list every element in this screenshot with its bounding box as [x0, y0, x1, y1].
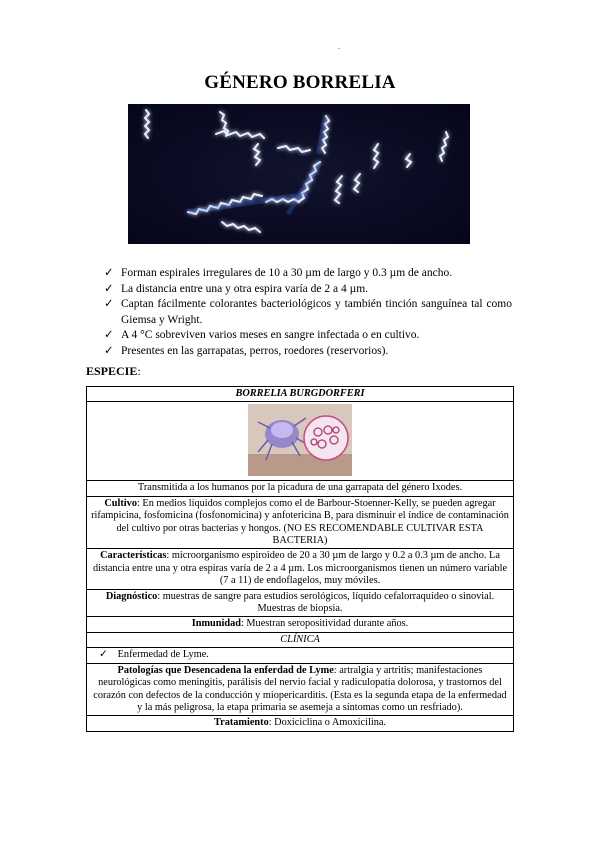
table-row: [87, 496, 514, 549]
clinica-header: CLÍNICA: [87, 632, 514, 647]
tick-bacteria-illustration: [248, 404, 352, 476]
cultivo-cell: Cultivo: En medios líquidos complejos como el de Barbour-Stoenner-Kelly, se pueden agregar rifampicina, fosfomicina (fosfonomicina) y anfotericina B, para disminuir el índice de contaminación del cultivo por otras bacterias y hongos. (NO ES RECOMENDABLE CULTIVAR ESTA BACTERIA): [87, 496, 514, 549]
top-mark: .: [338, 42, 340, 51]
table-row: [87, 617, 514, 632]
characteristics-list: [104, 266, 512, 359]
species-header: BORRELIA BURGDORFERI: [87, 387, 514, 402]
enfermedad-cell: ✓ Enfermedad de Lyme.: [87, 648, 514, 663]
list-item: ✓ La distancia entre una y otra espira varía de 2 a 4 µm.: [104, 282, 512, 298]
section-label-especie: ESPECIE:: [86, 364, 141, 378]
tick-illustration-cell: [87, 402, 514, 481]
table-row: [87, 481, 514, 496]
check-icon: ✓: [104, 344, 114, 357]
check-icon: ✓: [104, 282, 114, 295]
table-row: [87, 549, 514, 589]
table-row: [87, 402, 514, 481]
list-item: ✓ Captan fácilmente colorantes bacteriológicos y también tinción sanguínea tal como Giemsa y Wright.: [104, 298, 512, 326]
check-icon: ✓: [104, 329, 114, 341]
tratamiento-cell: Tratamiento: Doxiciclina o Amoxicilina.: [87, 716, 514, 731]
table-row: [87, 716, 514, 731]
page-title: GÉNERO BORRELIA: [204, 72, 396, 93]
list-item: ✓ A 4 °C sobreviven varios meses en sangre infectada o en cultivo.: [104, 328, 512, 344]
table-row: [87, 589, 514, 617]
list-item: ✓ Forman espirales irregulares de 10 a 30 µm de largo y 0.3 µm de ancho.: [104, 266, 512, 282]
species-table: [86, 386, 514, 732]
table-row: [87, 663, 514, 716]
table-row: [87, 387, 514, 402]
diagnostico-cell: Diagnóstico: muestras de sangre para estudios serológicos, líquido cefalorraquídeo o sinovial. Muestras de biopsia.: [87, 589, 514, 617]
transmission-cell: Transmitida a los humanos por la picadura de una garrapata del género Ixodes.: [87, 481, 514, 496]
spirochete-micrograph: [128, 104, 470, 244]
check-icon: ✓: [104, 298, 114, 310]
spirochete-micrograph-image: [128, 104, 470, 244]
inmunidad-cell: Inmunidad: Muestran seropositividad durante años.: [87, 617, 514, 632]
caracteristicas-cell: Características: microorganismo espiroideo de 20 a 30 µm de largo y 0.2 a 0.3 µm de ancho. La distancia entre una y otra espiras varía de 2 a 4 µm. Los microorganismos tienen un número variable (7 a 11) de endoflagelos, muy móviles.: [87, 549, 514, 589]
check-icon: ✓: [99, 649, 108, 661]
list-item: ✓ Presentes en las garrapatas, perros, roedores (reservorios).: [104, 344, 512, 360]
table-row: [87, 648, 514, 663]
patologias-cell: Patologías que Desencadena la enferdad de Lyme: artralgia y artritis; manifestaciones neurológicas como meningitis, parálisis del nervio facial y radiculopatía dolorosa, y trastornos del corazón con defectos de la conducción y miopericarditis. (Esta es la segunda etapa de la enfermedad y la más peligrosa, la etapa primaria se asemeja a síntomas como un resfriado).: [87, 663, 514, 716]
table-row: [87, 632, 514, 647]
check-icon: ✓: [104, 267, 114, 279]
